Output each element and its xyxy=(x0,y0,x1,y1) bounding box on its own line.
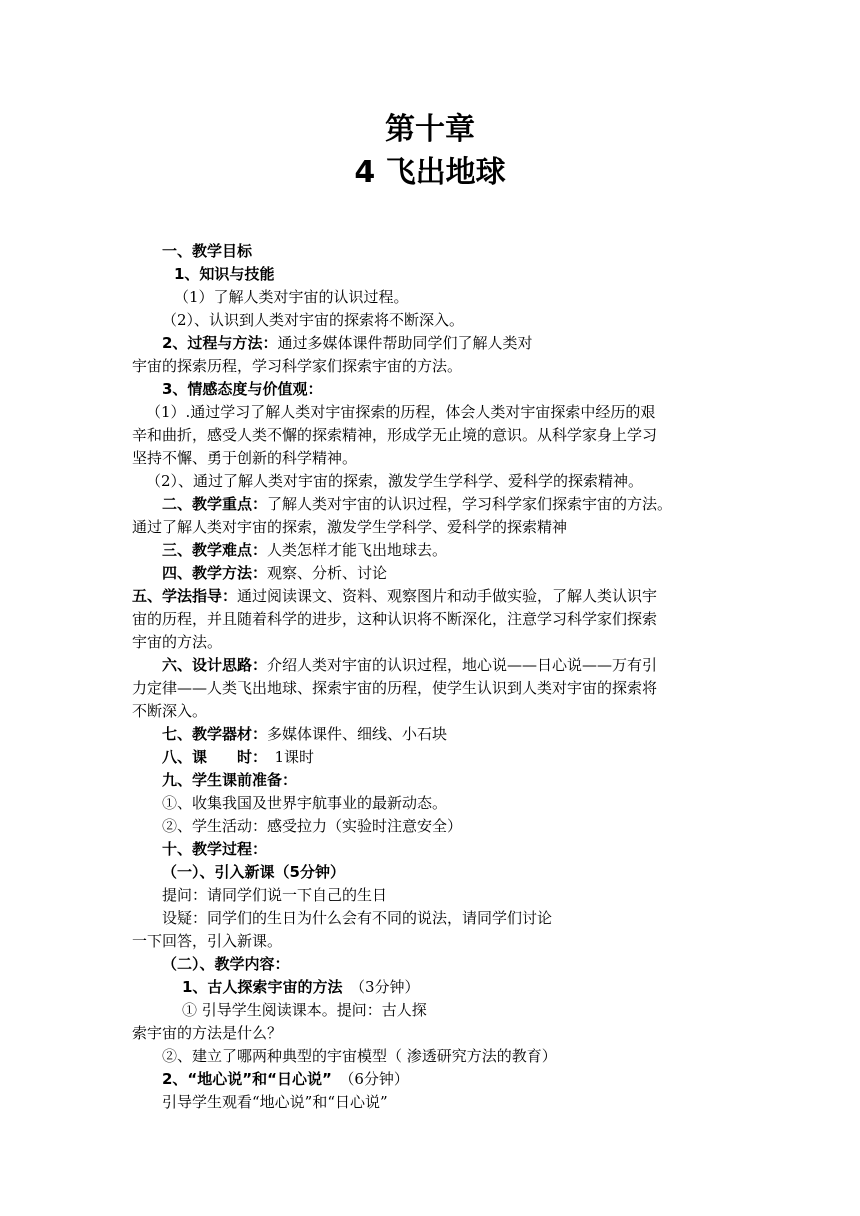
section-heading: 七、教学器材： xyxy=(162,725,268,743)
body-text: 索宇宙的方法是什么？ xyxy=(132,1024,283,1042)
text-line xyxy=(132,677,657,699)
text-line xyxy=(162,769,297,791)
body-text: 宇宙的探索历程，学习科学家们探索宇宙的方法。 xyxy=(132,357,463,375)
text-line xyxy=(132,424,657,446)
section-heading: 五、学法指导： xyxy=(132,587,238,605)
body-text: 了解人类对宇宙的认识过程，学习科学家们探索宇宙的方法。 xyxy=(267,495,673,513)
section-heading: 六、设计思路： xyxy=(162,656,268,674)
section-heading: 2、“地心说”和“日心说” xyxy=(162,1070,332,1088)
section-heading: 八、课 时： xyxy=(162,748,260,766)
text-line xyxy=(182,999,427,1021)
text-line xyxy=(162,332,532,354)
body-text: （1）了解人类对宇宙的认识过程。 xyxy=(174,288,409,306)
body-text: 介绍人类对宇宙的认识过程，地心说——日心说——万有引 xyxy=(267,656,658,674)
text-line xyxy=(162,792,447,814)
text-line xyxy=(162,907,552,929)
text-line xyxy=(162,378,322,400)
text-line xyxy=(162,861,345,883)
lesson-title: 4 飞出地球 xyxy=(354,155,506,190)
chapter-title: 第十章 xyxy=(385,112,475,147)
section-heading: 3、情感态度与价值观： xyxy=(162,380,323,398)
body-text: ②、建立了哪两种典型的宇宙模型（ 渗透研究方法的教育） xyxy=(162,1047,557,1065)
body-text: 一下回答，引入新课。 xyxy=(132,932,283,950)
text-line xyxy=(162,838,267,860)
section-heading: 二、教学重点： xyxy=(162,495,268,513)
body-text: 坚持不懈、勇于创新的科学精神。 xyxy=(132,449,358,467)
text-line xyxy=(132,930,282,952)
body-text: ②、学生活动：感受拉力（实验时注意安全） xyxy=(162,817,463,835)
text-line xyxy=(162,1091,388,1113)
body-text: ①、收集我国及世界宇航事业的最新动态。 xyxy=(162,794,448,812)
body-text: 通过了解人类对宇宙的探索，激发学生学科学、爱科学的探索精神 xyxy=(132,518,568,536)
text-line xyxy=(132,355,462,377)
text-line xyxy=(162,539,447,561)
body-text: （2）、通过了解人类对宇宙的探索，激发学生学科学、爱科学的探索精神。 xyxy=(146,472,644,490)
text-line xyxy=(132,608,657,630)
section-heading: 2、过程与方法： xyxy=(162,334,278,352)
text-line xyxy=(132,700,207,722)
body-text: 观察、分析、讨论 xyxy=(267,564,388,582)
body-text: （1）.通过学习了解人类对宇宙探索的历程，体会人类对宇宙探索中经历的艰 xyxy=(146,403,656,421)
body-text: 辛和曲折，感受人类不懈的探索精神，形成学无止境的意识。从科学家身上学习 xyxy=(132,426,658,444)
text-line xyxy=(146,470,643,492)
text-line xyxy=(162,493,672,515)
body-text: 人类怎样才能飞出地球去。 xyxy=(267,541,448,559)
body-text: 宇宙的方法。 xyxy=(132,633,223,651)
body-text: （6分钟） xyxy=(331,1070,409,1088)
section-heading: （二）、教学内容： xyxy=(162,955,290,973)
text-line xyxy=(182,976,420,998)
section-heading: 1、知识与技能 xyxy=(174,265,275,283)
body-text: 设疑：同学们的生日为什么会有不同的说法，请同学们讨论 xyxy=(162,909,553,927)
text-line xyxy=(132,516,567,538)
text-line xyxy=(162,1045,557,1067)
text-line xyxy=(132,447,357,469)
text-line xyxy=(146,401,655,423)
body-text: 宙的历程，并且随着科学的进步，这种认识将不断深化，注意学习科学家们探索 xyxy=(132,610,658,628)
text-line xyxy=(132,631,222,653)
body-text: 1课时 xyxy=(259,748,315,766)
body-text: （2）、认识到人类对宇宙的探索将不断深入。 xyxy=(162,311,465,329)
text-line xyxy=(162,723,447,745)
body-text: 不断深入。 xyxy=(132,702,208,720)
text-line xyxy=(162,953,290,975)
text-line xyxy=(162,815,462,837)
body-text: 通过多媒体课件帮助同学们了解人类对 xyxy=(277,334,533,352)
body-text: （3分钟） xyxy=(342,978,420,996)
section-heading: 三、教学难点： xyxy=(162,541,268,559)
text-line xyxy=(162,654,657,676)
body-text: 引导学生观看“地心说”和“日心说” xyxy=(162,1093,388,1111)
section-heading: 九、学生课前准备： xyxy=(162,771,298,789)
text-line xyxy=(162,309,464,331)
text-line xyxy=(162,240,252,262)
text-line xyxy=(162,562,387,584)
section-heading: 1、古人探索宇宙的方法 xyxy=(182,978,343,996)
section-heading: 十、教学过程： xyxy=(162,840,268,858)
body-text: 多媒体课件、细线、小石块 xyxy=(267,725,448,743)
text-line xyxy=(162,746,314,768)
section-heading: （一）、引入新课（5分钟） xyxy=(162,863,345,881)
section-heading: 四、教学方法： xyxy=(162,564,268,582)
text-line xyxy=(174,263,274,285)
body-text: 力定律——人类飞出地球、探索宇宙的历程，使学生认识到人类对宇宙的探索将 xyxy=(132,679,658,697)
text-line xyxy=(132,1022,282,1044)
section-heading: 一、教学目标 xyxy=(162,242,253,260)
text-line xyxy=(174,286,409,308)
body-text: ① 引导学生阅读课本。提问：古人探 xyxy=(182,1001,427,1019)
text-line xyxy=(132,585,657,607)
text-line xyxy=(162,1068,409,1090)
text-line xyxy=(162,884,387,906)
body-text: 提问：请同学们说一下自己的生日 xyxy=(162,886,388,904)
body-text: 通过阅读课文、资料、观察图片和动手做实验，了解人类认识宇 xyxy=(237,587,658,605)
